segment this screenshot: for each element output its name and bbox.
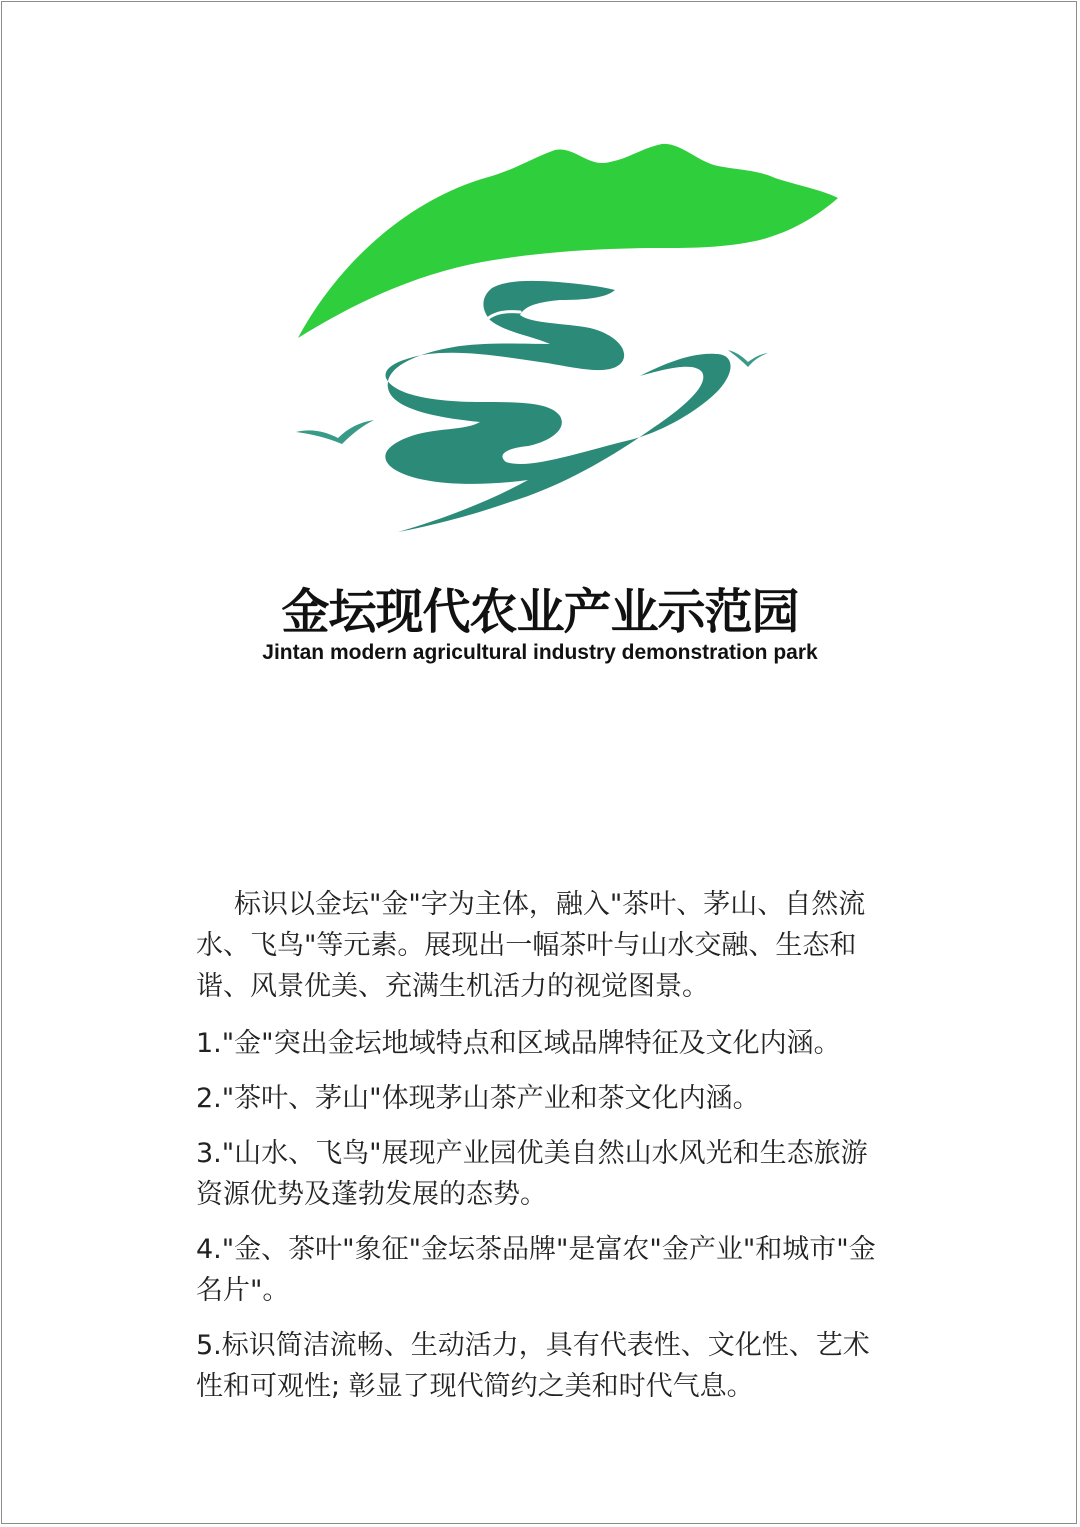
description-point-1: 1."金"突出金坛地域特点和区域品牌特征及文化内涵。 [196, 1028, 841, 1059]
description-point-5: 5.标识简洁流畅、生动活力，具有代表性、文化性、艺术性和可观性; 彰显了现代简约之美和时代气息。 [196, 1330, 870, 1402]
description-intro: 标识以金坛"金"字为主体，融入"茶叶、茅山、自然流水、飞鸟"等元素。展现出一幅茶叶与山水交融、生态和谐、风景优美、充满生机活力的视觉图景。 [196, 889, 866, 1002]
left-bird-icon [296, 420, 374, 444]
river-character-icon [385, 281, 730, 532]
description-point-4: 4."金、茶叶"象征"金坛茶品牌"是富农"金产业"和城市"金名片"。 [196, 1234, 876, 1306]
logo-title-english: Jintan modern agricultural industry demonstration park [262, 641, 818, 664]
park-logo-icon [270, 140, 860, 580]
logo-description [196, 884, 886, 1421]
tea-leaf-mountain-icon [298, 144, 838, 338]
right-bird-icon [728, 350, 768, 367]
description-point-2: 2."茶叶、茅山"体现茅山茶产业和茶文化内涵。 [196, 1083, 760, 1114]
logo-title-chinese: 金坛现代农业产业示范园 [281, 584, 799, 640]
description-point-3: 3."山水、飞鸟"展现产业园优美自然山水风光和生态旅游资源优势及蓬勃发展的态势。 [196, 1138, 868, 1210]
